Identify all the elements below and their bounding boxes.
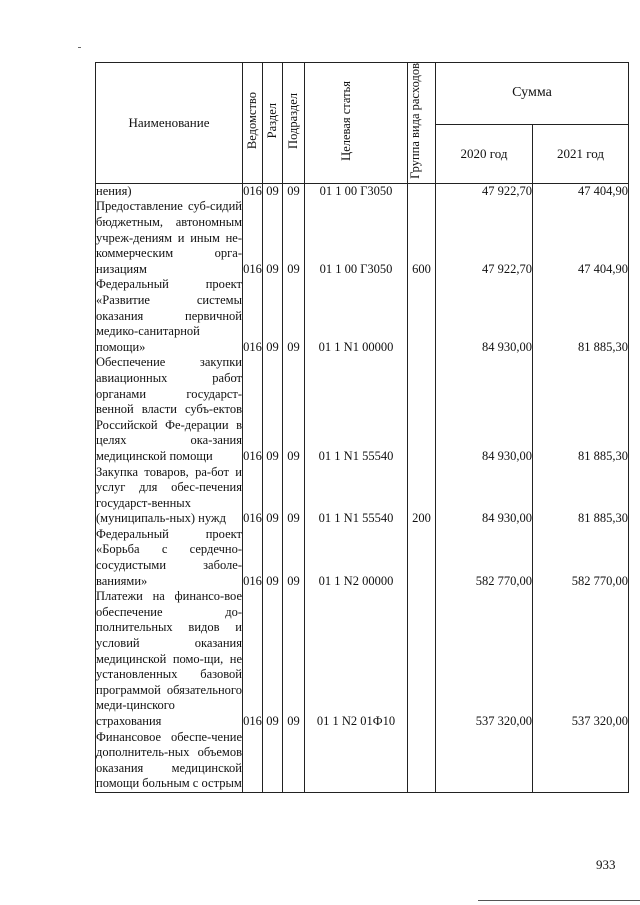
row-department: 016	[243, 355, 263, 464]
row-department: 016	[243, 183, 262, 198]
row-name: Предоставление суб-сидий бюджетным, автономным учреж-дениям и иным не-коммерческим орга-низациям	[96, 199, 242, 276]
table-body	[96, 183, 629, 792]
header-department-label: Ведомство	[244, 92, 259, 150]
row-sum-2021: 81 885,30	[533, 465, 629, 527]
row-expense-group	[408, 277, 436, 355]
row-sum-2020	[436, 730, 533, 793]
row-subsection: 09	[283, 277, 305, 355]
table-row	[96, 730, 629, 793]
row-section	[263, 730, 283, 793]
row-department: 016	[243, 527, 263, 589]
row-target-article	[305, 730, 408, 793]
row-subsection: 09	[283, 589, 305, 729]
budget-table	[95, 62, 629, 793]
row-sum-2021: 582 770,00	[533, 527, 629, 589]
header-target-article	[305, 63, 408, 184]
row-name: Федеральный проект «Борьба с сердечно-сосудистыми заболе-ваниями»	[96, 526, 242, 588]
row-expense-group	[408, 527, 436, 589]
table-row	[96, 277, 629, 355]
row-expense-group	[408, 183, 436, 199]
table-row	[96, 355, 629, 464]
header-name: Наименование	[96, 63, 243, 184]
row-section: 09	[263, 277, 283, 355]
table-row	[96, 199, 629, 277]
row-sum-2020: 84 930,00	[436, 355, 533, 464]
row-section: 09	[263, 589, 283, 729]
row-name: Закупка товаров, ра-бот и услуг для обес-печения государст-венных (муниципаль-ных) нужд	[96, 464, 242, 526]
row-section: 09	[263, 527, 283, 589]
row-expense-group: 600	[408, 199, 436, 277]
row-target-article: 01 1 N2 01Ф10	[305, 589, 408, 729]
header-expense-group-label: Группа вида расходов	[407, 63, 422, 179]
row-section: 09	[263, 465, 283, 527]
row-sum-2021: 81 885,30	[533, 355, 629, 464]
row-target-article: 01 1 N1 55540	[305, 465, 408, 527]
header-subsection	[283, 63, 305, 184]
row-sum-2021: 537 320,00	[533, 589, 629, 729]
header-expense-group	[408, 63, 436, 184]
row-expense-group: 200	[408, 465, 436, 527]
row-target-article: 01 1 N1 00000	[305, 277, 408, 355]
row-subsection: 09	[283, 527, 305, 589]
row-sum-2020: 47 922,70	[436, 183, 533, 199]
row-sum-2020: 47 922,70	[436, 199, 533, 277]
header-year-2020: 2020 год	[436, 124, 533, 183]
row-name: нения)	[96, 183, 243, 199]
row-target-article: 01 1 00 Г3050	[305, 199, 408, 277]
table-row	[96, 465, 629, 527]
row-section: 09	[263, 183, 283, 199]
row-expense-group	[408, 730, 436, 793]
header-subsection-label: Подраздел	[285, 92, 300, 149]
row-sum-2021: 47 404,90	[533, 183, 629, 199]
row-name: Федеральный проект «Развитие системы оказания первичной медико-санитарной помощи»	[96, 277, 242, 354]
table-row	[96, 527, 629, 589]
row-sum-2021: 47 404,90	[533, 199, 629, 277]
row-subsection: 09	[283, 199, 305, 277]
row-sum-2020: 537 320,00	[436, 589, 533, 729]
header-year-2021: 2021 год	[533, 124, 629, 183]
header-department	[243, 63, 263, 184]
row-name: Платежи на финансо-вое обеспечение до-полнительных видов и условий оказания медицинской помо-щи, не установленных базовой программой обязательного меди-цинского страхования	[96, 589, 242, 728]
row-target-article: 01 1 N2 00000	[305, 527, 408, 589]
row-sum-2020: 582 770,00	[436, 527, 533, 589]
row-department: 016	[243, 277, 263, 355]
header-section	[263, 63, 283, 184]
row-expense-group	[408, 355, 436, 464]
row-department: 016	[243, 589, 263, 729]
scan-mark	[78, 47, 81, 48]
row-name: Обеспечение закупки авиационных работ органами государст-венной власти субъ-ектов Российской Фе-дерации в целях ока-зания медицинской помощи	[96, 355, 242, 463]
row-target-article: 01 1 00 Г3050	[305, 183, 408, 199]
row-sum-2021	[533, 730, 629, 793]
row-subsection: 09	[283, 355, 305, 464]
row-subsection	[283, 730, 305, 793]
scan-edge-line	[478, 900, 640, 901]
table-row	[96, 589, 629, 729]
row-department: 016	[243, 199, 263, 277]
row-section: 09	[263, 199, 283, 277]
row-department	[243, 730, 263, 793]
page-number: 933	[596, 857, 616, 872]
row-department: 016	[243, 465, 263, 527]
row-sum-2021: 81 885,30	[533, 277, 629, 355]
row-sum-2020: 84 930,00	[436, 277, 533, 355]
header-sum: Сумма	[436, 63, 629, 125]
row-subsection: 09	[283, 465, 305, 527]
row-target-article: 01 1 N1 55540	[305, 355, 408, 464]
header-section-label: Раздел	[264, 103, 279, 139]
row-section: 09	[263, 355, 283, 464]
row-name: Финансовое обеспе-чение дополнитель-ных объемов оказания медицинской помощи больным с острым	[96, 730, 243, 793]
row-sum-2020: 84 930,00	[436, 465, 533, 527]
table-header	[96, 63, 629, 184]
row-subsection: 09	[283, 183, 305, 199]
header-target-article-label: Целевая статья	[339, 80, 353, 161]
table-row	[96, 183, 629, 199]
row-expense-group	[408, 589, 436, 729]
